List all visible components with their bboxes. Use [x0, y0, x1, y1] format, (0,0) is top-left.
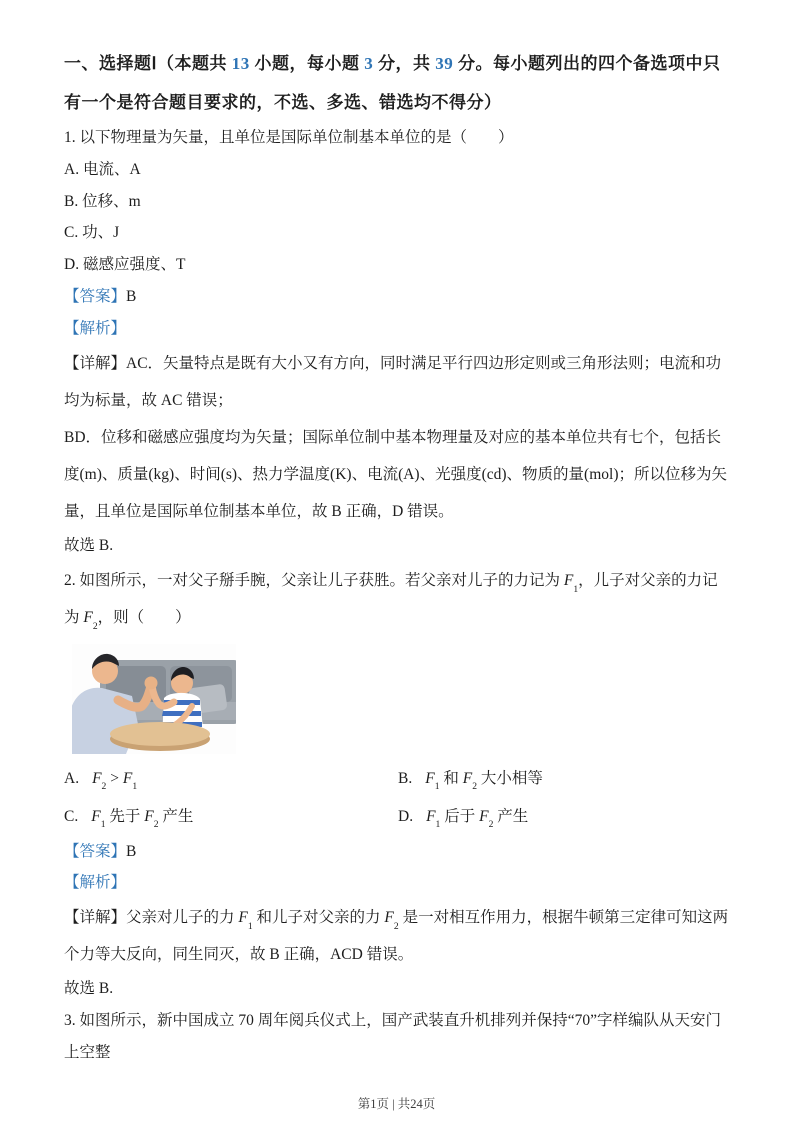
question-count-number: 13 — [231, 54, 250, 73]
q2-stem — [64, 562, 732, 636]
force-symbol: $F_2$ — [92, 769, 107, 793]
q1-answer-line — [64, 281, 732, 313]
page-number-text: 第1页 | 共24页 — [357, 1097, 436, 1111]
q2-option-c — [64, 798, 398, 836]
option-letter: A. — [64, 769, 80, 787]
q2-option-b — [398, 760, 732, 798]
option-text: 产生 — [493, 807, 529, 825]
q1-option-b: B. 位移、m — [64, 192, 141, 210]
option-text: 大小相等 — [477, 769, 543, 787]
page-footer — [0, 1094, 793, 1112]
section-header-text: 分。每小题列出的四个备选项中只有一个是符合题目要求的，不选、多选、错选均不得分） — [64, 54, 721, 113]
q2-stem-text: ，则（ ） — [97, 609, 191, 627]
force-symbol: $F_1$ — [122, 769, 138, 793]
q3-stem: 3. 如图所示，新中国成立 70 周年阅兵仪式上，国产武装直升机排列并保持“70”字样编队从天安门上空整 — [64, 1012, 722, 1061]
q1-analysis-line — [64, 313, 732, 345]
q2-option-d — [398, 798, 732, 836]
q2-detail-text: 和儿子对父亲的力 — [252, 909, 385, 927]
force-symbol: $F_2$ — [479, 807, 494, 831]
points-per-question-number: 3 — [364, 54, 374, 73]
arm-wrestling-photo — [72, 644, 236, 754]
force-symbol: $F_2$ — [462, 769, 478, 793]
total-points-number: 39 — [435, 54, 454, 73]
force-f2-symbol: $F_2$ — [384, 909, 399, 932]
arm-wrestling-illustration — [72, 644, 236, 754]
force-f2-symbol: $F_2$ — [83, 609, 98, 633]
option-text: > — [106, 769, 123, 787]
q2-detail-text: 【详解】父亲对儿子的力 — [64, 909, 239, 927]
option-text: 产生 — [158, 807, 194, 825]
section-header-text: 小题，每小题 — [249, 54, 365, 73]
q2-option-a — [64, 760, 398, 798]
table — [110, 722, 210, 751]
force-symbol: $F_1$ — [426, 807, 441, 831]
q1-option-d: D. 磁感应强度、T — [64, 256, 186, 274]
option-letter: B. — [398, 769, 413, 787]
q2-stem-text: ，儿子对父亲的力记为 — [64, 572, 718, 627]
q1-option-c: C. 功、J — [64, 224, 120, 242]
q1-stem: 1. 以下物理量为矢量，且单位是国际单位制基本单位的是（ ） — [64, 129, 514, 147]
force-f1-symbol: $F_1$ — [238, 909, 253, 932]
option-text: 后于 — [440, 807, 480, 825]
q2-options-row-1 — [64, 760, 732, 798]
analysis-label: 【解析】 — [64, 874, 127, 892]
force-symbol: $F_1$ — [425, 769, 440, 793]
section-header-text: 分，共 — [373, 54, 436, 73]
option-text: 先于 — [105, 807, 145, 825]
answer-value: B — [126, 288, 137, 306]
section-header — [64, 44, 732, 122]
q2-analysis-line — [64, 867, 732, 899]
analysis-label: 【解析】 — [64, 319, 127, 337]
force-symbol: $F_2$ — [144, 807, 159, 831]
option-letter: D. — [398, 807, 414, 825]
option-letter: C. — [64, 807, 79, 825]
force-f1-symbol: $F_1$ — [563, 572, 579, 596]
q2-conclusion: 故选 B. — [64, 980, 114, 998]
q2-detail-paragraph — [64, 899, 732, 973]
section-header-text: 一、选择题Ⅰ（本题共 — [64, 54, 232, 73]
document-content — [64, 44, 732, 1069]
q2-stem-text: 2. 如图所示，一对父子掰手腕，父亲让儿子获胜。若父亲对儿子的力记为 — [64, 572, 564, 590]
q1-detail-paragraph-1: 【详解】AC．矢量特点是既有大小又有方向，同时满足平行四边形定则或三角形法则；电流和功均为标量，故 AC 错误； — [64, 354, 722, 409]
q2-answer-line — [64, 836, 732, 868]
q1-detail-paragraph-2: BD．位移和磁感应强度均为矢量；国际单位制中基本物理量及对应的基本单位共有七个，包括长度(m)、质量(kg)、时间(s)、热力学温度(K)、电流(A)、光强度(cd)、物质的量(mol)；所以位移为矢量，且单位是国际单位制基本单位，故 B 正确，D 错误。 — [64, 428, 727, 521]
q2-options-row-2 — [64, 798, 732, 836]
option-text: 和 — [439, 769, 463, 787]
answer-label: 【答案】 — [64, 842, 127, 860]
q2-detail-text: 是一对相互作用力，根据牛顿第三定律可知这两个力等大反向，同生同灭，故 B 正确，ACD 错误。 — [64, 909, 729, 964]
q1-option-a: A. 电流、A — [64, 160, 141, 178]
q1-conclusion: 故选 B. — [64, 537, 114, 555]
answer-value: B — [126, 842, 137, 860]
force-symbol: $F_1$ — [91, 807, 106, 831]
answer-label: 【答案】 — [64, 288, 127, 306]
